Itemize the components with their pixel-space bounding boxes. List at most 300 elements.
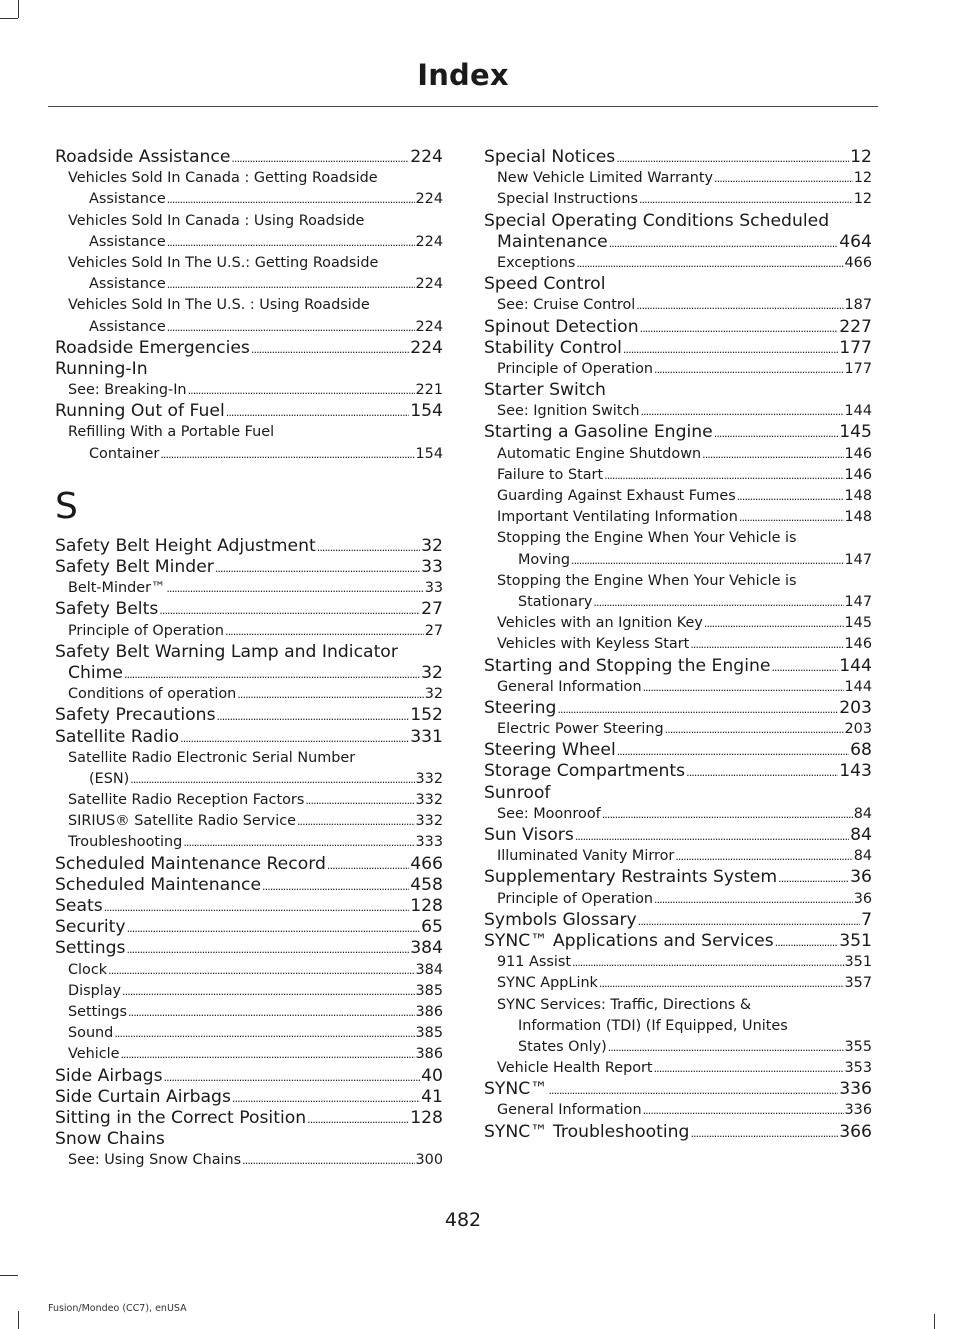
dot-leader bbox=[690, 1122, 838, 1144]
dot-leader bbox=[575, 825, 849, 847]
index-entry bbox=[55, 1108, 443, 1129]
dot-leader bbox=[130, 769, 414, 790]
dot-leader bbox=[188, 380, 415, 401]
entry-page-number: 40 bbox=[421, 1065, 443, 1086]
entry-page-number: 84 bbox=[853, 805, 872, 822]
entry-page-number: 366 bbox=[839, 1121, 872, 1142]
entry-term: SYNC™ Troubleshooting bbox=[484, 1121, 690, 1142]
entry-page-number: 357 bbox=[844, 975, 872, 992]
index-subentry bbox=[484, 1037, 872, 1058]
entry-term: Vehicles Sold In The U.S. : Using Roadside bbox=[68, 297, 370, 314]
entry-page-number: 351 bbox=[844, 954, 872, 971]
dot-leader bbox=[599, 973, 844, 994]
entry-term: Satellite Radio bbox=[55, 726, 180, 747]
entry-term: Supplementary Restraints System bbox=[484, 867, 778, 888]
entry-term: Satellite Radio Electronic Serial Number bbox=[68, 749, 356, 766]
entry-term: Starter Switch bbox=[484, 380, 606, 401]
index-subentry bbox=[55, 232, 443, 253]
index-subentry bbox=[484, 952, 872, 973]
entry-term: Display bbox=[68, 982, 122, 999]
index-entry bbox=[55, 1066, 443, 1087]
index-entry bbox=[484, 910, 872, 931]
entry-page-number: 336 bbox=[844, 1102, 872, 1119]
dot-leader bbox=[231, 147, 409, 169]
dot-leader bbox=[654, 359, 844, 380]
dot-leader bbox=[643, 677, 844, 698]
dot-leader bbox=[237, 684, 423, 705]
index-subentry bbox=[484, 889, 872, 910]
index-subentry bbox=[484, 571, 872, 592]
entry-term: Special Operating Conditions Scheduled bbox=[484, 210, 830, 231]
dot-leader bbox=[654, 889, 853, 910]
dot-leader bbox=[690, 634, 843, 655]
entry-term: Stability Control bbox=[484, 337, 622, 358]
entry-term: Assistance bbox=[89, 233, 166, 250]
index-subentry bbox=[55, 189, 443, 210]
entry-term: Roadside Assistance bbox=[55, 147, 231, 167]
entry-page-number: 27 bbox=[424, 622, 443, 639]
index-subentry bbox=[484, 168, 872, 189]
entry-page-number: 144 bbox=[844, 403, 872, 420]
entry-page-number: 332 bbox=[415, 792, 443, 809]
index-subentry bbox=[484, 550, 872, 571]
dot-leader bbox=[217, 705, 410, 727]
entry-term: SIRIUS® Satellite Radio Service bbox=[68, 813, 296, 830]
dot-leader bbox=[602, 804, 853, 825]
dot-leader bbox=[593, 592, 843, 613]
entry-page-number: 177 bbox=[844, 360, 872, 377]
entry-page-number: 386 bbox=[415, 1003, 443, 1020]
entry-page-number: 351 bbox=[839, 930, 872, 951]
dot-leader bbox=[297, 811, 415, 832]
entry-term: Vehicles Sold In The U.S.: Getting Roadside bbox=[68, 254, 379, 271]
dot-leader bbox=[232, 1087, 420, 1109]
entry-term: Sun Visors bbox=[484, 825, 574, 845]
entry-page-number: 7 bbox=[861, 909, 872, 930]
entry-page-number: 458 bbox=[410, 874, 443, 895]
page-number: 482 bbox=[444, 1209, 482, 1231]
dot-leader bbox=[180, 727, 409, 749]
dot-leader bbox=[548, 1079, 838, 1101]
dot-leader bbox=[251, 338, 409, 360]
index-subentry bbox=[55, 790, 443, 811]
entry-term: Safety Precautions bbox=[55, 705, 216, 726]
dot-leader bbox=[183, 832, 414, 853]
entry-term: General Information bbox=[497, 1102, 642, 1119]
dot-leader bbox=[557, 698, 838, 720]
entry-page-number: 353 bbox=[844, 1060, 872, 1077]
entry-page-number: 33 bbox=[421, 557, 443, 577]
entry-page-number: 466 bbox=[410, 853, 443, 874]
dot-leader bbox=[305, 790, 414, 811]
index-entry bbox=[484, 274, 872, 295]
entry-term: Safety Belt Minder bbox=[55, 557, 214, 577]
entry-page-number: 152 bbox=[410, 705, 443, 726]
entry-page-number: 68 bbox=[850, 740, 872, 761]
entry-term: Storage Compartments bbox=[484, 761, 686, 782]
entry-page-number: 224 bbox=[410, 337, 443, 358]
entry-page-number: 36 bbox=[850, 867, 872, 888]
entry-term: Troubleshooting bbox=[68, 834, 183, 851]
index-entry bbox=[484, 931, 872, 952]
index-entry bbox=[484, 825, 872, 846]
index-subentry bbox=[55, 274, 443, 295]
entry-page-number: 147 bbox=[844, 593, 872, 610]
entry-page-number: 386 bbox=[415, 1046, 443, 1063]
entry-page-number: 144 bbox=[839, 655, 872, 676]
dot-leader bbox=[665, 719, 844, 740]
entry-term: Settings bbox=[68, 1003, 128, 1020]
dot-leader bbox=[737, 486, 844, 507]
entry-term: Maintenance bbox=[497, 231, 608, 252]
index-subentry bbox=[55, 769, 443, 790]
entry-term: Vehicles Sold In Canada : Using Roadside bbox=[68, 212, 365, 229]
index-subentry bbox=[484, 1058, 872, 1079]
entry-page-number: 224 bbox=[415, 233, 443, 250]
document-id: Fusion/Mondeo (CC7), enUSA bbox=[48, 1303, 187, 1314]
entry-page-number: 466 bbox=[844, 254, 872, 271]
entry-page-number: 154 bbox=[415, 445, 443, 462]
index-subentry bbox=[55, 422, 443, 443]
entry-term: General Information bbox=[497, 678, 642, 695]
entry-term: Stationary bbox=[518, 593, 593, 610]
index-entry bbox=[484, 422, 872, 443]
entry-term: Refilling With a Portable Fuel bbox=[68, 424, 275, 441]
entry-page-number: 12 bbox=[853, 170, 872, 187]
entry-page-number: 146 bbox=[844, 445, 872, 462]
dot-leader bbox=[778, 867, 849, 889]
index-subentry bbox=[55, 168, 443, 189]
entry-page-number: 464 bbox=[839, 231, 872, 252]
index-subentry bbox=[484, 444, 872, 465]
entry-term: See: Moonroof bbox=[497, 805, 601, 822]
entry-term: Assistance bbox=[89, 276, 166, 293]
index-subentry bbox=[484, 1016, 872, 1037]
dot-leader bbox=[127, 917, 421, 939]
entry-term: Automatic Engine Shutdown bbox=[497, 445, 702, 462]
index-subentry bbox=[55, 748, 443, 769]
dot-leader bbox=[639, 189, 853, 210]
entry-term: Vehicles with an Ignition Key bbox=[497, 615, 703, 632]
entry-term: Electric Power Steering bbox=[497, 721, 664, 738]
index-subentry bbox=[484, 973, 872, 994]
index-entry bbox=[484, 338, 872, 359]
entry-term: Speed Control bbox=[484, 274, 606, 295]
index-subentry bbox=[55, 1023, 443, 1044]
entry-page-number: 36 bbox=[853, 890, 872, 907]
dot-leader bbox=[636, 295, 843, 316]
dot-leader bbox=[262, 875, 409, 897]
dot-leader bbox=[226, 401, 409, 423]
index-subentry bbox=[484, 295, 872, 316]
entry-term: Exceptions bbox=[497, 254, 576, 271]
index-entry bbox=[484, 698, 872, 719]
entry-page-number: 384 bbox=[410, 938, 443, 959]
entry-term: Vehicles Sold In Canada : Getting Roadside bbox=[68, 170, 378, 187]
entry-term: Starting and Stopping the Engine bbox=[484, 655, 771, 676]
entry-term: Steering Wheel bbox=[484, 740, 616, 761]
index-subentry bbox=[55, 295, 443, 316]
dot-leader bbox=[327, 854, 409, 876]
entry-page-number: 145 bbox=[839, 422, 872, 443]
entry-term: Safety Belt Height Adjustment bbox=[55, 535, 316, 556]
entry-page-number: 224 bbox=[415, 318, 443, 335]
index-entry bbox=[55, 536, 443, 557]
index-subentry bbox=[484, 359, 872, 380]
entry-page-number: 221 bbox=[415, 382, 443, 399]
entry-term: SYNC AppLink bbox=[497, 975, 598, 992]
index-entry bbox=[55, 147, 443, 168]
index-entry bbox=[55, 642, 443, 663]
entry-term: Running-In bbox=[55, 358, 148, 379]
dot-leader bbox=[654, 1058, 844, 1079]
index-subentry bbox=[55, 211, 443, 232]
dot-leader bbox=[124, 663, 420, 685]
entry-page-number: 332 bbox=[415, 813, 443, 830]
entry-page-number: 41 bbox=[421, 1086, 443, 1107]
dot-leader bbox=[616, 147, 849, 169]
entry-term: Vehicle Health Report bbox=[497, 1060, 653, 1077]
title-divider bbox=[48, 106, 878, 107]
dot-leader bbox=[242, 1150, 414, 1171]
entry-term: See: Breaking-In bbox=[68, 382, 187, 399]
entry-term: See: Ignition Switch bbox=[497, 403, 640, 420]
index-subentry bbox=[484, 1100, 872, 1121]
entry-term: Special Instructions bbox=[497, 191, 638, 208]
entry-term: SYNC™ Applications and Services bbox=[484, 930, 774, 951]
index-subentry bbox=[55, 1150, 443, 1171]
index-subentry bbox=[55, 444, 443, 465]
entry-page-number: 84 bbox=[850, 825, 872, 845]
dot-leader bbox=[739, 507, 844, 528]
entry-term: Snow Chains bbox=[55, 1129, 165, 1150]
dot-leader bbox=[127, 938, 410, 960]
entry-page-number: 33 bbox=[424, 580, 443, 597]
entry-page-number: 27 bbox=[421, 599, 443, 620]
index-subentry bbox=[55, 1044, 443, 1065]
dot-leader bbox=[167, 317, 415, 338]
index-entry bbox=[55, 917, 443, 938]
entry-page-number: 148 bbox=[844, 509, 872, 526]
index-entry bbox=[484, 147, 872, 168]
dot-leader bbox=[640, 401, 843, 422]
index-subentry bbox=[484, 465, 872, 486]
entry-page-number: 355 bbox=[844, 1038, 872, 1055]
entry-page-number: 385 bbox=[415, 982, 443, 999]
entry-term: Spinout Detection bbox=[484, 316, 639, 337]
entry-term: Sitting in the Correct Position bbox=[55, 1107, 307, 1128]
crop-mark-top-left bbox=[18, 0, 19, 18]
dot-leader bbox=[122, 981, 414, 1002]
entry-term: Safety Belt Warning Lamp and Indicator bbox=[55, 641, 398, 662]
entry-page-number: 331 bbox=[410, 726, 443, 747]
dot-leader bbox=[114, 1023, 414, 1044]
dot-leader bbox=[167, 189, 415, 210]
entry-term: Side Airbags bbox=[55, 1065, 163, 1086]
entry-term: Steering bbox=[484, 697, 557, 718]
index-entry bbox=[55, 599, 443, 620]
index-subentry bbox=[484, 846, 872, 867]
index-subentry bbox=[55, 960, 443, 981]
dot-leader bbox=[704, 613, 844, 634]
index-subentry bbox=[484, 507, 872, 528]
entry-term: Roadside Emergencies bbox=[55, 337, 250, 358]
entry-page-number: 203 bbox=[839, 697, 872, 718]
index-entry bbox=[55, 727, 443, 748]
entry-term: Container bbox=[89, 445, 160, 462]
index-entry bbox=[484, 380, 872, 401]
index-column-left bbox=[55, 147, 443, 1171]
entry-term: See: Cruise Control bbox=[497, 297, 636, 314]
entry-page-number: 146 bbox=[844, 636, 872, 653]
index-entry bbox=[484, 211, 872, 232]
entry-page-number: 12 bbox=[853, 191, 872, 208]
entry-page-number: 332 bbox=[415, 770, 443, 787]
entry-term: See: Using Snow Chains bbox=[68, 1152, 242, 1169]
entry-page-number: 65 bbox=[421, 917, 443, 938]
entry-term: Important Ventilating Information bbox=[497, 509, 738, 526]
index-subentry bbox=[484, 401, 872, 422]
entry-term: New Vehicle Limited Warranty bbox=[497, 170, 714, 187]
index-subentry bbox=[484, 528, 872, 549]
entry-page-number: 384 bbox=[415, 961, 443, 978]
entry-term: Special Notices bbox=[484, 147, 616, 167]
entry-term: Failure to Start bbox=[497, 466, 604, 483]
index-subentry bbox=[484, 677, 872, 698]
index-entry bbox=[55, 1129, 443, 1150]
entry-page-number: 224 bbox=[415, 276, 443, 293]
dot-leader bbox=[714, 168, 853, 189]
index-subentry bbox=[484, 613, 872, 634]
entry-page-number: 385 bbox=[415, 1025, 443, 1042]
crop-mark-top-left-h bbox=[0, 18, 18, 19]
dot-leader bbox=[166, 578, 423, 599]
entry-term: Sound bbox=[68, 1025, 114, 1042]
entry-page-number: 32 bbox=[421, 662, 443, 683]
entry-term: Principle of Operation bbox=[497, 890, 653, 907]
index-entry bbox=[484, 656, 872, 677]
dot-leader bbox=[617, 740, 849, 762]
index-entry bbox=[55, 896, 443, 917]
entry-page-number: 227 bbox=[839, 316, 872, 337]
index-entry bbox=[55, 854, 443, 875]
index-subentry bbox=[55, 578, 443, 599]
index-subentry bbox=[484, 995, 872, 1016]
entry-page-number: 147 bbox=[844, 551, 872, 568]
dot-leader bbox=[215, 557, 420, 579]
dot-leader bbox=[317, 536, 420, 558]
entry-page-number: 145 bbox=[844, 615, 872, 632]
dot-leader bbox=[160, 444, 414, 465]
index-entry bbox=[484, 783, 872, 804]
dot-leader bbox=[571, 550, 844, 571]
index-entry bbox=[484, 867, 872, 888]
entry-term: Stopping the Engine When Your Vehicle is bbox=[497, 572, 797, 589]
entry-term: Starting a Gasoline Engine bbox=[484, 422, 713, 443]
entry-term: Clock bbox=[68, 961, 108, 978]
index-subentry bbox=[484, 253, 872, 274]
entry-term: Information (TDI) (If Equipped, Unites bbox=[518, 1017, 788, 1034]
index-entry bbox=[484, 1122, 872, 1143]
index-column-right bbox=[484, 147, 872, 1143]
index-subentry bbox=[484, 592, 872, 613]
entry-term: SYNC Services: Traffic, Directions & bbox=[497, 996, 752, 1013]
entry-term: Chime bbox=[68, 662, 123, 683]
index-entry bbox=[55, 705, 443, 726]
index-entry bbox=[55, 875, 443, 896]
index-entry bbox=[55, 663, 443, 684]
dot-leader bbox=[572, 952, 844, 973]
dot-leader bbox=[643, 1100, 844, 1121]
index-subentry bbox=[55, 621, 443, 642]
entry-term: Satellite Radio Reception Factors bbox=[68, 792, 305, 809]
entry-term: 911 Assist bbox=[497, 954, 572, 971]
index-entry bbox=[484, 317, 872, 338]
entry-page-number: 84 bbox=[853, 848, 872, 865]
entry-term: SYNC™ bbox=[484, 1079, 548, 1100]
entry-term: Assistance bbox=[89, 191, 166, 208]
entry-page-number: 333 bbox=[415, 834, 443, 851]
entry-page-number: 32 bbox=[424, 686, 443, 703]
index-entry bbox=[55, 338, 443, 359]
page-title: Index bbox=[417, 58, 509, 92]
dot-leader bbox=[128, 1002, 415, 1023]
dot-leader bbox=[775, 931, 839, 953]
entry-term: Guarding Against Exhaust Fumes bbox=[497, 488, 736, 504]
entry-page-number: 224 bbox=[410, 147, 443, 167]
entry-term: Symbols Glossary bbox=[484, 909, 637, 930]
entry-term: Principle of Operation bbox=[68, 622, 224, 639]
entry-page-number: 32 bbox=[421, 535, 443, 556]
dot-leader bbox=[120, 1044, 414, 1065]
dot-leader bbox=[638, 910, 860, 932]
entry-term: Illuminated Vanity Mirror bbox=[497, 848, 675, 865]
dot-leader bbox=[640, 317, 839, 339]
index-subentry bbox=[484, 486, 872, 507]
dot-leader bbox=[771, 656, 838, 678]
index-entry bbox=[55, 1087, 443, 1108]
index-entry bbox=[55, 359, 443, 380]
index-entry bbox=[484, 1079, 872, 1100]
index-entry bbox=[484, 740, 872, 761]
dot-leader bbox=[225, 621, 424, 642]
dot-leader bbox=[307, 1108, 409, 1130]
entry-term: Vehicle bbox=[68, 1046, 120, 1063]
entry-term: Belt-Minder™ bbox=[68, 580, 166, 597]
dot-leader bbox=[608, 1037, 844, 1058]
entry-term: Scheduled Maintenance Record bbox=[55, 853, 326, 874]
entry-term: Side Curtain Airbags bbox=[55, 1086, 231, 1107]
dot-leader bbox=[576, 253, 843, 274]
entry-term: Settings bbox=[55, 938, 126, 959]
dot-leader bbox=[702, 444, 843, 465]
entry-term: Scheduled Maintenance bbox=[55, 874, 262, 895]
dot-leader bbox=[104, 896, 409, 918]
dot-leader bbox=[675, 846, 852, 867]
index-entry bbox=[484, 232, 872, 253]
index-entry bbox=[484, 761, 872, 782]
entry-term: (ESN) bbox=[89, 770, 130, 787]
index-subentry bbox=[55, 832, 443, 853]
crop-mark-bottom-left bbox=[18, 1311, 19, 1329]
index-subentry bbox=[484, 634, 872, 655]
dot-leader bbox=[167, 232, 415, 253]
entry-page-number: 12 bbox=[850, 147, 872, 167]
crop-mark-bottom-right bbox=[934, 1314, 935, 1329]
index-subentry bbox=[55, 253, 443, 274]
dot-leader bbox=[164, 1066, 421, 1088]
entry-page-number: 146 bbox=[844, 466, 872, 483]
